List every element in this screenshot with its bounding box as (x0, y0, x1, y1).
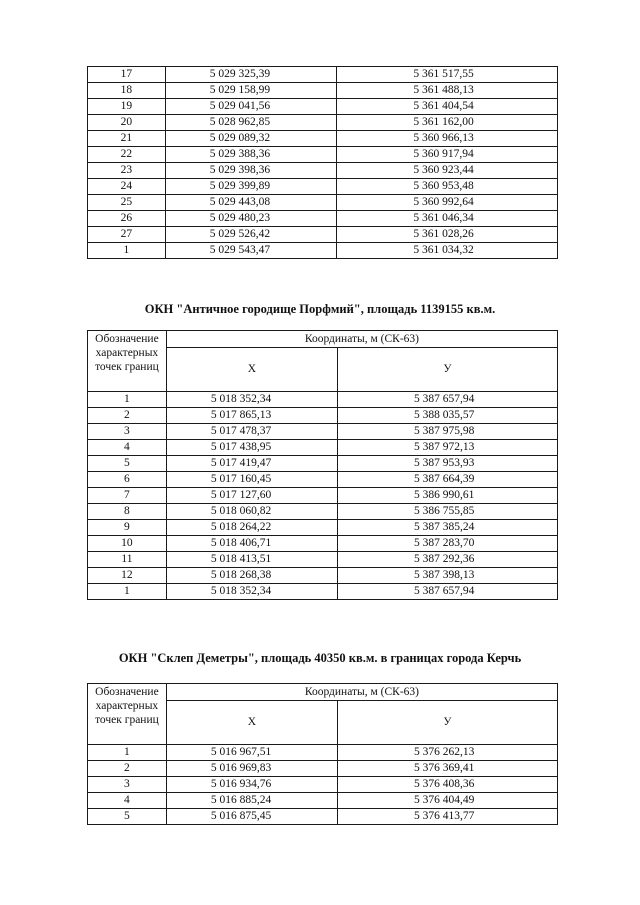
section-3-title: ОКН "Склеп Деметры", площадь 40350 кв.м. в границах города Керчь (118, 651, 522, 665)
x-header: X (166, 348, 337, 392)
x-coordinate: 5 029 399,89 (165, 179, 337, 195)
table-row (88, 424, 558, 440)
table-row (88, 67, 558, 83)
table-row (88, 456, 558, 472)
table-row (88, 147, 558, 163)
table-row (88, 195, 558, 211)
point-number: 7 (88, 488, 167, 504)
point-number: 2 (88, 761, 167, 777)
coords-header: Координаты, м (СК-63) (166, 331, 557, 348)
coordinates-table-2 (87, 330, 558, 600)
y-coordinate: 5 361 034,32 (337, 243, 558, 259)
table-row (88, 793, 558, 809)
point-number: 25 (88, 195, 166, 211)
y-coordinate: 5 387 975,98 (338, 424, 558, 440)
y-coordinate: 5 361 162,00 (337, 115, 558, 131)
x-header: X (166, 701, 337, 745)
y-coordinate: 5 387 283,70 (338, 536, 558, 552)
x-coordinate: 5 017 438,95 (166, 440, 337, 456)
table-row (88, 745, 558, 761)
x-coordinate: 5 018 413,51 (166, 552, 337, 568)
point-number: 20 (88, 115, 166, 131)
point-number: 19 (88, 99, 166, 115)
y-coordinate: 5 386 990,61 (338, 488, 558, 504)
point-number: 21 (88, 131, 166, 147)
y-header: У (338, 348, 558, 392)
table-row (88, 243, 558, 259)
table-row (88, 472, 558, 488)
table-row (88, 504, 558, 520)
x-coordinate: 5 029 443,08 (165, 195, 337, 211)
point-number: 3 (88, 777, 167, 793)
y-coordinate: 5 387 972,13 (338, 440, 558, 456)
y-coordinate: 5 376 404,49 (338, 793, 558, 809)
point-number: 24 (88, 179, 166, 195)
y-coordinate: 5 387 292,36 (338, 552, 558, 568)
point-number: 2 (88, 408, 167, 424)
point-number: 17 (88, 67, 166, 83)
y-coordinate: 5 360 923,44 (337, 163, 558, 179)
coordinates-table-3 (87, 683, 558, 825)
x-coordinate: 5 029 543,47 (165, 243, 337, 259)
y-coordinate: 5 360 917,94 (337, 147, 558, 163)
point-number: 11 (88, 552, 167, 568)
table-row (88, 131, 558, 147)
table-2-body (88, 392, 558, 600)
x-coordinate: 5 016 875,45 (166, 809, 337, 825)
y-coordinate: 5 387 657,94 (338, 392, 558, 408)
x-coordinate: 5 018 060,82 (166, 504, 337, 520)
x-coordinate: 5 018 352,34 (166, 392, 337, 408)
table-row (88, 809, 558, 825)
point-number: 8 (88, 504, 167, 520)
y-coordinate: 5 376 369,41 (338, 761, 558, 777)
y-coordinate: 5 376 262,13 (338, 745, 558, 761)
point-number: 9 (88, 520, 167, 536)
table-row (88, 211, 558, 227)
table-row (88, 440, 558, 456)
table-row (88, 115, 558, 131)
x-coordinate: 5 029 158,99 (165, 83, 337, 99)
point-number: 5 (88, 809, 167, 825)
table-row (88, 777, 558, 793)
y-coordinate: 5 361 046,34 (337, 211, 558, 227)
x-coordinate: 5 029 526,42 (165, 227, 337, 243)
y-coordinate: 5 387 398,13 (338, 568, 558, 584)
x-coordinate: 5 018 268,38 (166, 568, 337, 584)
table-1-body (88, 67, 558, 259)
table-row (88, 227, 558, 243)
points-header: Обозначение характерных точек границ (88, 331, 167, 392)
y-coordinate: 5 360 992,64 (337, 195, 558, 211)
x-coordinate: 5 016 969,83 (166, 761, 337, 777)
table-row (88, 408, 558, 424)
point-number: 4 (88, 440, 167, 456)
y-coordinate: 5 376 408,36 (338, 777, 558, 793)
y-coordinate: 5 387 385,24 (338, 520, 558, 536)
x-coordinate: 5 016 967,51 (166, 745, 337, 761)
point-number: 1 (88, 392, 167, 408)
point-number: 5 (88, 456, 167, 472)
x-coordinate: 5 018 406,71 (166, 536, 337, 552)
x-coordinate: 5 017 478,37 (166, 424, 337, 440)
x-coordinate: 5 016 934,76 (166, 777, 337, 793)
point-number: 3 (88, 424, 167, 440)
x-coordinate: 5 017 127,60 (166, 488, 337, 504)
x-coordinate: 5 017 865,13 (166, 408, 337, 424)
x-coordinate: 5 029 325,39 (165, 67, 337, 83)
y-coordinate: 5 360 953,48 (337, 179, 558, 195)
x-coordinate: 5 017 419,47 (166, 456, 337, 472)
x-coordinate: 5 016 885,24 (166, 793, 337, 809)
table-row (88, 163, 558, 179)
table-row (88, 520, 558, 536)
x-coordinate: 5 029 398,36 (165, 163, 337, 179)
points-header: Обозначение характерных точек границ (88, 684, 167, 745)
point-number: 1 (88, 745, 167, 761)
point-number: 4 (88, 793, 167, 809)
y-coordinate: 5 386 755,85 (338, 504, 558, 520)
table-row (88, 488, 558, 504)
y-coordinate: 5 361 517,55 (337, 67, 558, 83)
y-coordinate: 5 387 657,94 (338, 584, 558, 600)
table-row (88, 179, 558, 195)
y-header: У (338, 701, 558, 745)
table-row (88, 99, 558, 115)
table-row (88, 552, 558, 568)
point-number: 6 (88, 472, 167, 488)
y-coordinate: 5 361 028,26 (337, 227, 558, 243)
y-coordinate: 5 361 488,13 (337, 83, 558, 99)
x-coordinate: 5 029 480,23 (165, 211, 337, 227)
x-coordinate: 5 029 089,32 (165, 131, 337, 147)
table-row (88, 568, 558, 584)
x-coordinate: 5 018 352,34 (166, 584, 337, 600)
point-number: 1 (88, 584, 167, 600)
x-coordinate: 5 017 160,45 (166, 472, 337, 488)
section-2-title: ОКН "Античное городище Порфмий", площадь 1139155 кв.м. (144, 302, 496, 316)
table-row (88, 392, 558, 408)
x-coordinate: 5 029 041,56 (165, 99, 337, 115)
point-number: 26 (88, 211, 166, 227)
coords-header: Координаты, м (СК-63) (166, 684, 557, 701)
y-coordinate: 5 361 404,54 (337, 99, 558, 115)
table-row (88, 536, 558, 552)
coordinates-table-1 (87, 66, 558, 259)
point-number: 10 (88, 536, 167, 552)
x-coordinate: 5 028 962,85 (165, 115, 337, 131)
point-number: 27 (88, 227, 166, 243)
x-coordinate: 5 029 388,36 (165, 147, 337, 163)
y-coordinate: 5 376 413,77 (338, 809, 558, 825)
y-coordinate: 5 360 966,13 (337, 131, 558, 147)
point-number: 22 (88, 147, 166, 163)
table-3-body (88, 745, 558, 825)
table-row (88, 584, 558, 600)
point-number: 1 (88, 243, 166, 259)
y-coordinate: 5 387 664,39 (338, 472, 558, 488)
x-coordinate: 5 018 264,22 (166, 520, 337, 536)
point-number: 18 (88, 83, 166, 99)
point-number: 23 (88, 163, 166, 179)
y-coordinate: 5 388 035,57 (338, 408, 558, 424)
table-row (88, 83, 558, 99)
y-coordinate: 5 387 953,93 (338, 456, 558, 472)
table-row (88, 761, 558, 777)
point-number: 12 (88, 568, 167, 584)
